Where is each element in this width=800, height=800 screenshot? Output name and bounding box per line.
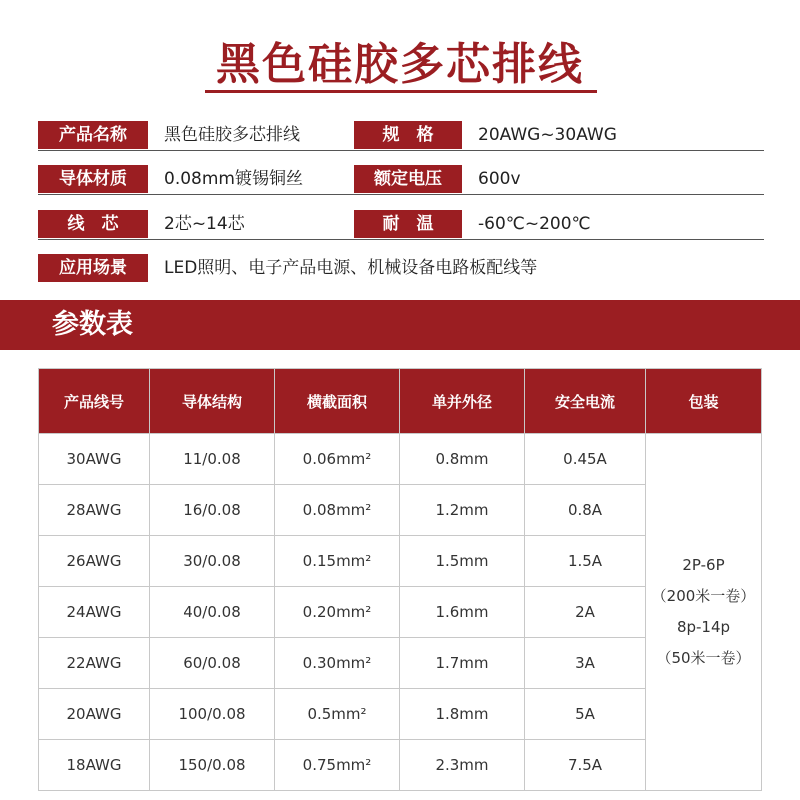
- col-header-conductor-structure: 导体结构: [150, 369, 275, 434]
- packaging-line: 2P-6P: [682, 556, 725, 574]
- cell-area: 0.20mm²: [275, 587, 400, 638]
- cell-structure: 16/0.08: [150, 485, 275, 536]
- spec-value-size: 20AWG~30AWG: [478, 125, 617, 145]
- spec-label-cores: 线 芯: [38, 210, 148, 238]
- spec-label-size: 规 格: [354, 121, 462, 149]
- spec-value-voltage: 600v: [478, 169, 521, 189]
- cell-current: 0.45A: [525, 434, 646, 485]
- cell-gauge: 30AWG: [39, 434, 150, 485]
- page-title: 黑色硅胶多芯排线: [216, 39, 584, 90]
- section-title: 参数表: [52, 309, 133, 340]
- cell-diameter: 1.8mm: [400, 689, 525, 740]
- cell-structure: 60/0.08: [150, 638, 275, 689]
- spec-row-2: [38, 165, 764, 195]
- spec-value-cores: 2芯~14芯: [164, 214, 245, 234]
- cell-diameter: 1.5mm: [400, 536, 525, 587]
- title-underline: [205, 90, 597, 93]
- spec-value-product-name: 黑色硅胶多芯排线: [164, 125, 300, 145]
- cell-area: 0.08mm²: [275, 485, 400, 536]
- cell-area: 0.30mm²: [275, 638, 400, 689]
- cell-gauge: 26AWG: [39, 536, 150, 587]
- cell-area: 0.06mm²: [275, 434, 400, 485]
- col-header-cross-section: 横截面积: [275, 369, 400, 434]
- cell-area: 0.15mm²: [275, 536, 400, 587]
- spec-label-temperature: 耐 温: [354, 210, 462, 238]
- table-row: [39, 434, 762, 485]
- section-header: [0, 300, 800, 350]
- spec-divider: [38, 150, 764, 151]
- cell-structure: 40/0.08: [150, 587, 275, 638]
- cell-structure: 11/0.08: [150, 434, 275, 485]
- cell-current: 5A: [525, 689, 646, 740]
- spec-value-conductor: 0.08mm镀锡铜丝: [164, 169, 303, 189]
- spec-value-application: LED照明、电子产品电源、机械设备电路板配线等: [164, 258, 538, 278]
- cell-area: 0.75mm²: [275, 740, 400, 791]
- spec-value-temperature: -60℃~200℃: [478, 214, 591, 234]
- col-header-packaging: 包装: [646, 369, 762, 434]
- spec-label-product-name: 产品名称: [38, 121, 148, 149]
- cell-area: 0.5mm²: [275, 689, 400, 740]
- spec-row-3: [38, 210, 764, 240]
- cell-structure: 150/0.08: [150, 740, 275, 791]
- cell-current: 0.8A: [525, 485, 646, 536]
- cell-current: 3A: [525, 638, 646, 689]
- col-header-outer-diameter: 单并外径: [400, 369, 525, 434]
- col-header-safe-current: 安全电流: [525, 369, 646, 434]
- cell-diameter: 1.2mm: [400, 485, 525, 536]
- cell-structure: 100/0.08: [150, 689, 275, 740]
- packaging-line: （50米一卷）: [656, 649, 751, 667]
- spec-row-4: [38, 254, 764, 284]
- spec-label-voltage: 额定电压: [354, 165, 462, 193]
- cell-current: 2A: [525, 587, 646, 638]
- spec-label-application: 应用场景: [38, 254, 148, 282]
- cell-gauge: 20AWG: [39, 689, 150, 740]
- cell-gauge: 18AWG: [39, 740, 150, 791]
- spec-divider: [38, 194, 764, 195]
- spec-row-1: [38, 121, 764, 151]
- cell-diameter: 1.6mm: [400, 587, 525, 638]
- spec-divider: [38, 239, 764, 240]
- spec-label-conductor: 导体材质: [38, 165, 148, 193]
- cell-current: 1.5A: [525, 536, 646, 587]
- cell-gauge: 24AWG: [39, 587, 150, 638]
- packaging-line: 8p-14p: [676, 618, 731, 636]
- cell-gauge: 28AWG: [39, 485, 150, 536]
- packaging-line: （200米一卷）: [651, 587, 756, 605]
- parameter-table: [38, 368, 762, 791]
- cell-gauge: 22AWG: [39, 638, 150, 689]
- cell-diameter: 2.3mm: [400, 740, 525, 791]
- table-header-row: [39, 369, 762, 434]
- cell-packaging: [646, 434, 762, 791]
- cell-diameter: 1.7mm: [400, 638, 525, 689]
- cell-current: 7.5A: [525, 740, 646, 791]
- col-header-wire-gauge: 产品线号: [39, 369, 150, 434]
- cell-diameter: 0.8mm: [400, 434, 525, 485]
- cell-structure: 30/0.08: [150, 536, 275, 587]
